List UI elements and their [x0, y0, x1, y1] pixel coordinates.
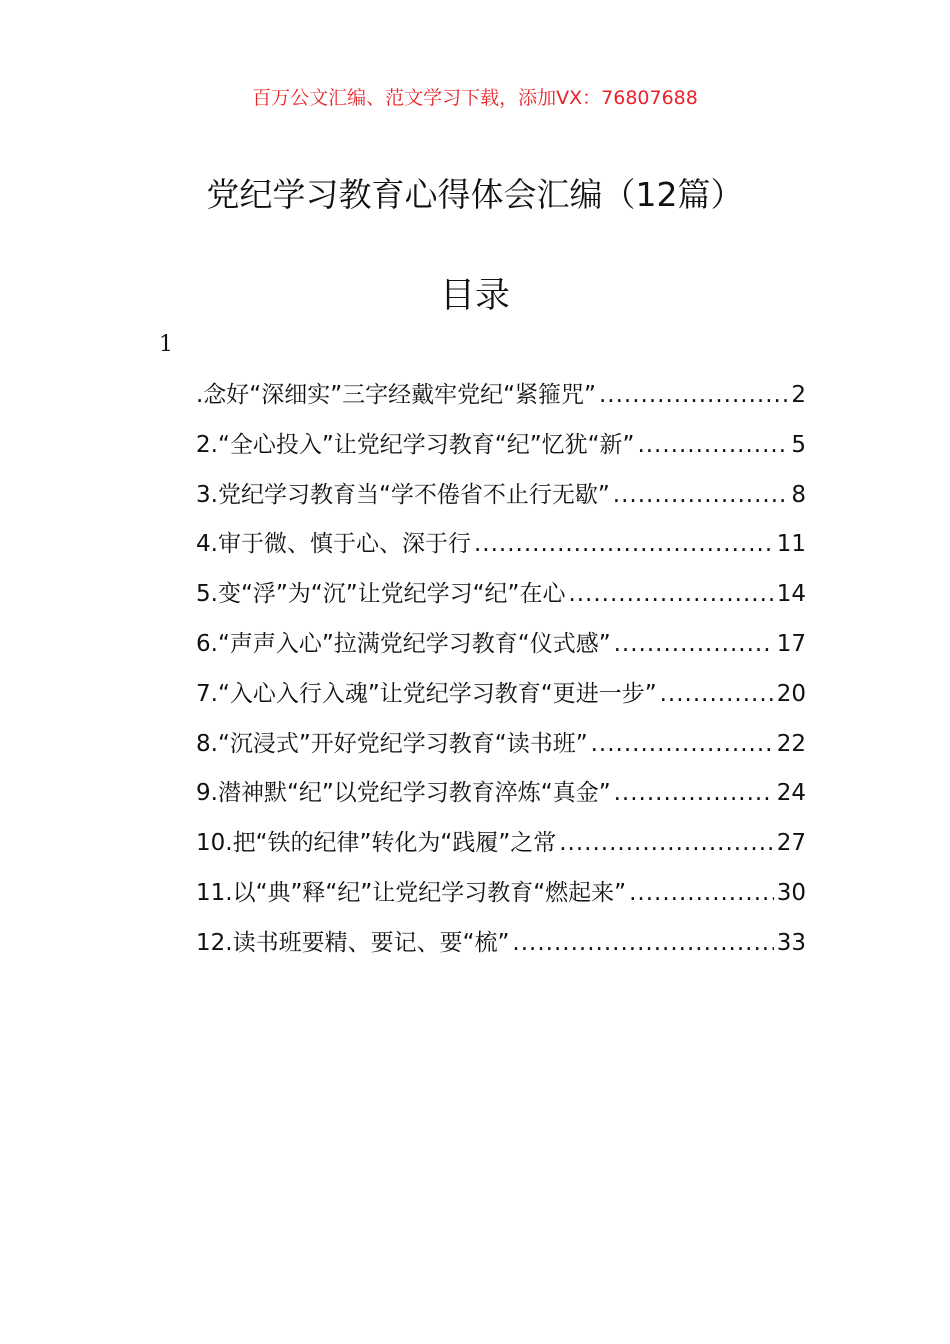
- toc-dot-leader: [568, 570, 773, 620]
- toc-entry-title: 10.把“铁的纪律”转化为“践履”之常: [196, 830, 557, 857]
- toc-dot-leader: [660, 670, 774, 720]
- toc-dot-leader: [637, 421, 788, 471]
- toc-entry-page: 33: [776, 929, 806, 956]
- toc-entry-title: 4.审于微、慎于心、深于行: [196, 531, 471, 558]
- toc-entry-page: 8: [791, 481, 806, 508]
- toc-entry-9[interactable]: [196, 769, 806, 819]
- toc-dot-leader: [512, 919, 773, 969]
- toc-heading: 目录: [439, 276, 510, 316]
- toc-entry-5[interactable]: [196, 570, 806, 620]
- toc-entry-6[interactable]: [196, 620, 806, 670]
- document-title: 党纪学习教育心得体会汇编（12篇）: [206, 175, 744, 214]
- toc-entry-title: 8.“沉浸式”开好党纪学习教育“读书班”: [196, 730, 588, 757]
- toc-entry-title: 3.党纪学习教育当“学不倦省不止行无歇”: [196, 481, 610, 508]
- toc-entry-page: 14: [776, 581, 806, 608]
- toc-entry-title: 2.“全心投入”让党纪学习教育“纪”忆犹“新”: [196, 431, 635, 458]
- toc-dot-leader: [599, 371, 788, 421]
- toc-dot-leader: [614, 620, 774, 670]
- toc-entry-2[interactable]: [196, 421, 806, 471]
- header-watermark-text: 百万公文汇编、范文学习下载，添加VX：76807688: [252, 87, 698, 109]
- toc-entry-4[interactable]: [196, 520, 806, 570]
- toc-entry-title: 5.变“浮”为“沉”让党纪学习“纪”在心: [196, 581, 566, 608]
- toc-dot-leader: [474, 520, 774, 570]
- toc-entry-11[interactable]: [196, 869, 806, 919]
- toc-entry-title: .念好“深细实”三字经戴牢党纪“紧箍咒”: [196, 382, 596, 408]
- toc-entry-page: 2: [791, 382, 806, 408]
- toc-entry-8[interactable]: [196, 720, 806, 770]
- toc-dot-leader: [629, 869, 774, 919]
- toc-entry-page: 30: [776, 879, 806, 906]
- toc-entry-title: 7.“入心入行入魂”让党纪学习教育“更进一步”: [196, 680, 657, 707]
- toc-entry-title: 12.读书班要精、要记、要“梳”: [196, 929, 510, 956]
- toc-entry-title: 9.潜神默“纪”以党纪学习教育淬炼“真金”: [196, 780, 611, 807]
- toc-dot-leader: [559, 819, 773, 869]
- toc-entry-page: 22: [776, 730, 806, 757]
- toc-entry-7[interactable]: [196, 670, 806, 720]
- toc-entry-3[interactable]: [196, 471, 806, 521]
- toc-entry-page: 27: [776, 830, 806, 857]
- toc-entry-page: 11: [776, 531, 806, 558]
- toc-entry-page: 17: [776, 630, 806, 657]
- toc-entry-title: 6.“声声入心”拉满党纪学习教育“仪式感”: [196, 630, 611, 657]
- toc-dot-leader: [591, 720, 774, 770]
- toc-entry-page: 5: [791, 431, 806, 458]
- toc-entry-title: 11.以“典”释“纪”让党纪学习教育“燃起来”: [196, 879, 627, 906]
- stray-number: 1: [159, 332, 173, 357]
- toc-entry-12[interactable]: [196, 919, 806, 969]
- table-of-contents: [196, 371, 806, 969]
- toc-dot-leader: [614, 769, 774, 819]
- toc-entry-1[interactable]: [196, 371, 806, 421]
- toc-entry-10[interactable]: [196, 819, 806, 869]
- toc-entry-page: 24: [776, 780, 806, 807]
- toc-dot-leader: [613, 471, 789, 521]
- toc-entry-page: 20: [776, 680, 806, 707]
